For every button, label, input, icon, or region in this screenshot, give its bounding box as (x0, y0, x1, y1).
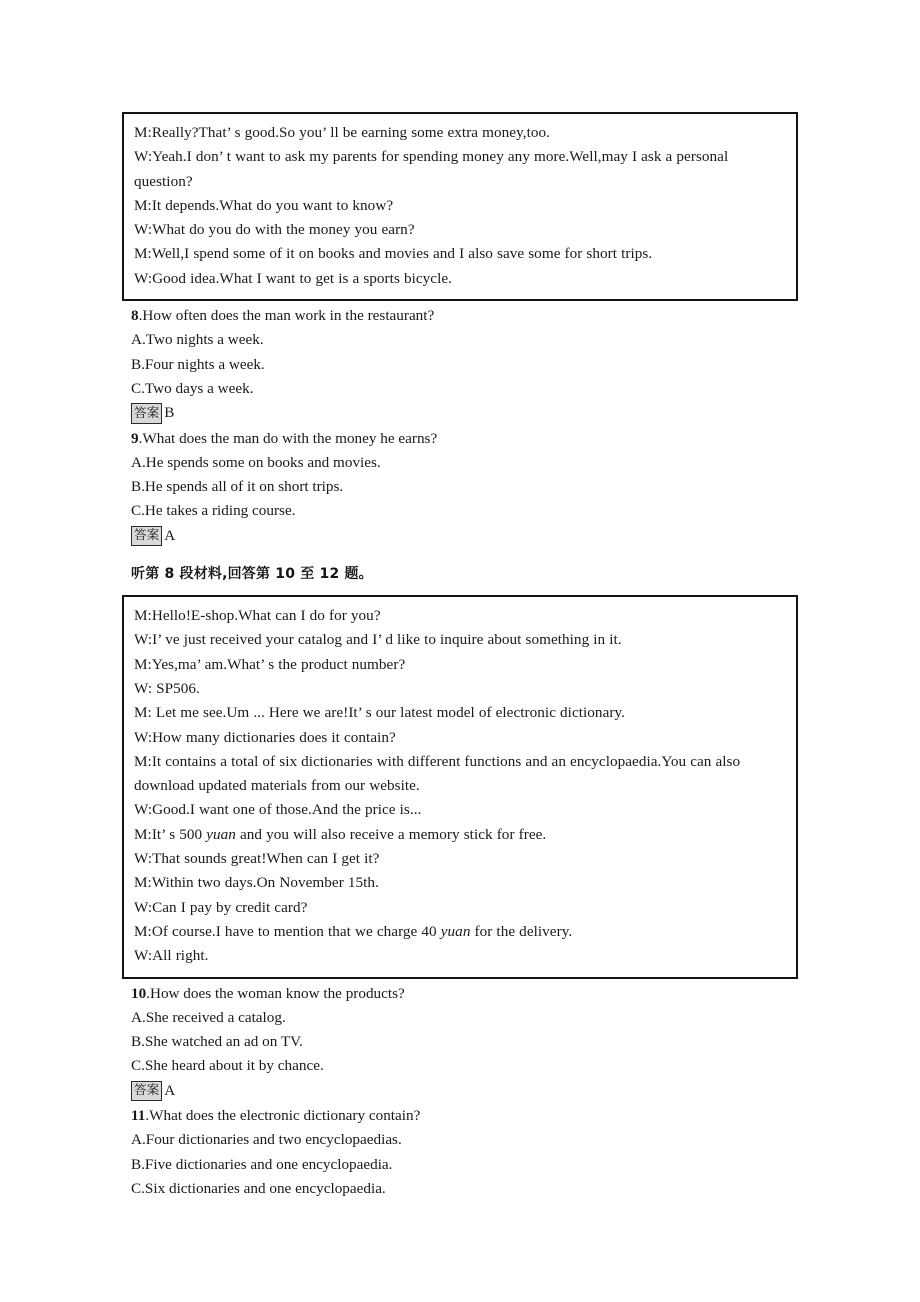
option-c[interactable]: C.Six dictionaries and one encyclopaedia. (131, 1179, 386, 1197)
question-block (122, 982, 798, 1103)
option-b[interactable]: B.Four nights a week. (131, 355, 265, 373)
transcript-line: M:Really?That’ s good.So you’ ll be earning some extra money,too. (134, 124, 550, 141)
answer-badge: 答案 (131, 403, 162, 424)
answer-badge: 答案 (131, 1081, 162, 1102)
question-number: 10 (131, 984, 147, 1002)
line-pre: M:Of course.I have to mention that we charge 40 (134, 922, 441, 940)
option-a[interactable]: A.Four dictionaries and two encyclopaedias. (131, 1131, 402, 1149)
line-pre: M:It’ s 500 (134, 825, 207, 843)
transcript-line: W: SP506. (134, 679, 200, 697)
question-stem (122, 304, 798, 328)
question-stem (122, 982, 798, 1006)
transcript-line: W:All right. (134, 947, 209, 965)
question-block (122, 1104, 798, 1201)
italic-term: yuan (206, 825, 236, 843)
answer-badge: 答案 (131, 526, 162, 547)
question-number: 11 (131, 1106, 146, 1124)
question-text: .How does the woman know the products? (146, 984, 405, 1002)
answer-letter: A (164, 1081, 176, 1099)
question-block (122, 427, 798, 548)
transcript-line: M:Within two days.On November 15th. (134, 874, 379, 892)
option-c[interactable]: C.She heard about it by chance. (131, 1057, 324, 1075)
question-number: 8 (131, 307, 139, 325)
transcript-line: W:What do you do with the money you earn? (134, 221, 415, 239)
question-text: .What does the man do with the money he earns? (138, 429, 438, 447)
transcript-line: M:It depends.What do you want to know? (134, 196, 394, 214)
transcript-line (134, 920, 786, 944)
italic-term: yuan (440, 922, 471, 940)
question-text: .What does the electronic dictionary contain? (145, 1106, 421, 1124)
answer-row (122, 1079, 798, 1103)
option-b[interactable]: B.She watched an ad on TV. (131, 1033, 303, 1051)
transcript-line: W:Good.I want one of those.And the price is... (134, 801, 422, 819)
spacer (122, 301, 798, 303)
transcript-line: M:Hello!E-shop.What can I do for you? (134, 607, 381, 625)
question-block (122, 304, 798, 425)
transcript-line: W:How many dictionaries does it contain? (134, 728, 396, 746)
transcript-line: M:Yes,ma’ am.What’ s the product number? (134, 655, 406, 673)
transcript-line: W:Yeah.I don’ t want to ask my parents for spending money any more.Well,may I ask a personal question? (134, 148, 729, 190)
question-number: 9 (131, 429, 139, 447)
answer-letter: A (164, 526, 176, 544)
section-heading: 听第 8 段材料,回答第 10 至 12 题。 (131, 566, 373, 583)
line-post: for the delivery. (470, 922, 573, 940)
option-a[interactable]: A.He spends some on books and movies. (131, 453, 381, 471)
option-b[interactable]: B.Five dictionaries and one encyclopaedia. (131, 1155, 393, 1173)
option-a[interactable]: A.She received a catalog. (131, 1008, 286, 1026)
transcript-line: W:I’ ve just received your catalog and I’ d like to inquire about something in it. (134, 631, 622, 649)
transcript-line: M:It contains a total of six dictionaries with different functions and an encyclopaedia.You can also download updated materials from our website. (134, 752, 741, 795)
transcript-line: M: Let me see.Um ... Here we are!It’ s our latest model of electronic dictionary. (134, 704, 625, 722)
answer-row (122, 524, 798, 548)
answer-letter: B (164, 404, 175, 422)
transcript-box-2 (122, 595, 798, 978)
option-b[interactable]: B.He spends all of it on short trips. (131, 478, 344, 496)
transcript-line: W:Can I pay by credit card? (134, 898, 308, 916)
line-post: and you will also receive a memory stick for free. (235, 825, 547, 843)
spacer (122, 979, 798, 981)
transcript-line: M:Well,I spend some of it on books and movies and I also save some for short trips. (134, 245, 653, 263)
transcript-line (134, 823, 786, 847)
answer-row (122, 401, 798, 425)
question-stem (122, 1104, 798, 1128)
option-c[interactable]: C.He takes a riding course. (131, 502, 296, 520)
question-stem (122, 427, 798, 451)
transcript-line: W:Good idea.What I want to get is a sports bicycle. (134, 269, 452, 287)
transcript-line: W:That sounds great!When can I get it? (134, 850, 380, 868)
option-c[interactable]: C.Two days a week. (131, 379, 254, 397)
question-text: .How often does the man work in the restaurant? (138, 307, 435, 325)
option-a[interactable]: A.Two nights a week. (131, 331, 264, 349)
page-content (122, 112, 798, 1201)
transcript-box-1 (122, 112, 798, 301)
